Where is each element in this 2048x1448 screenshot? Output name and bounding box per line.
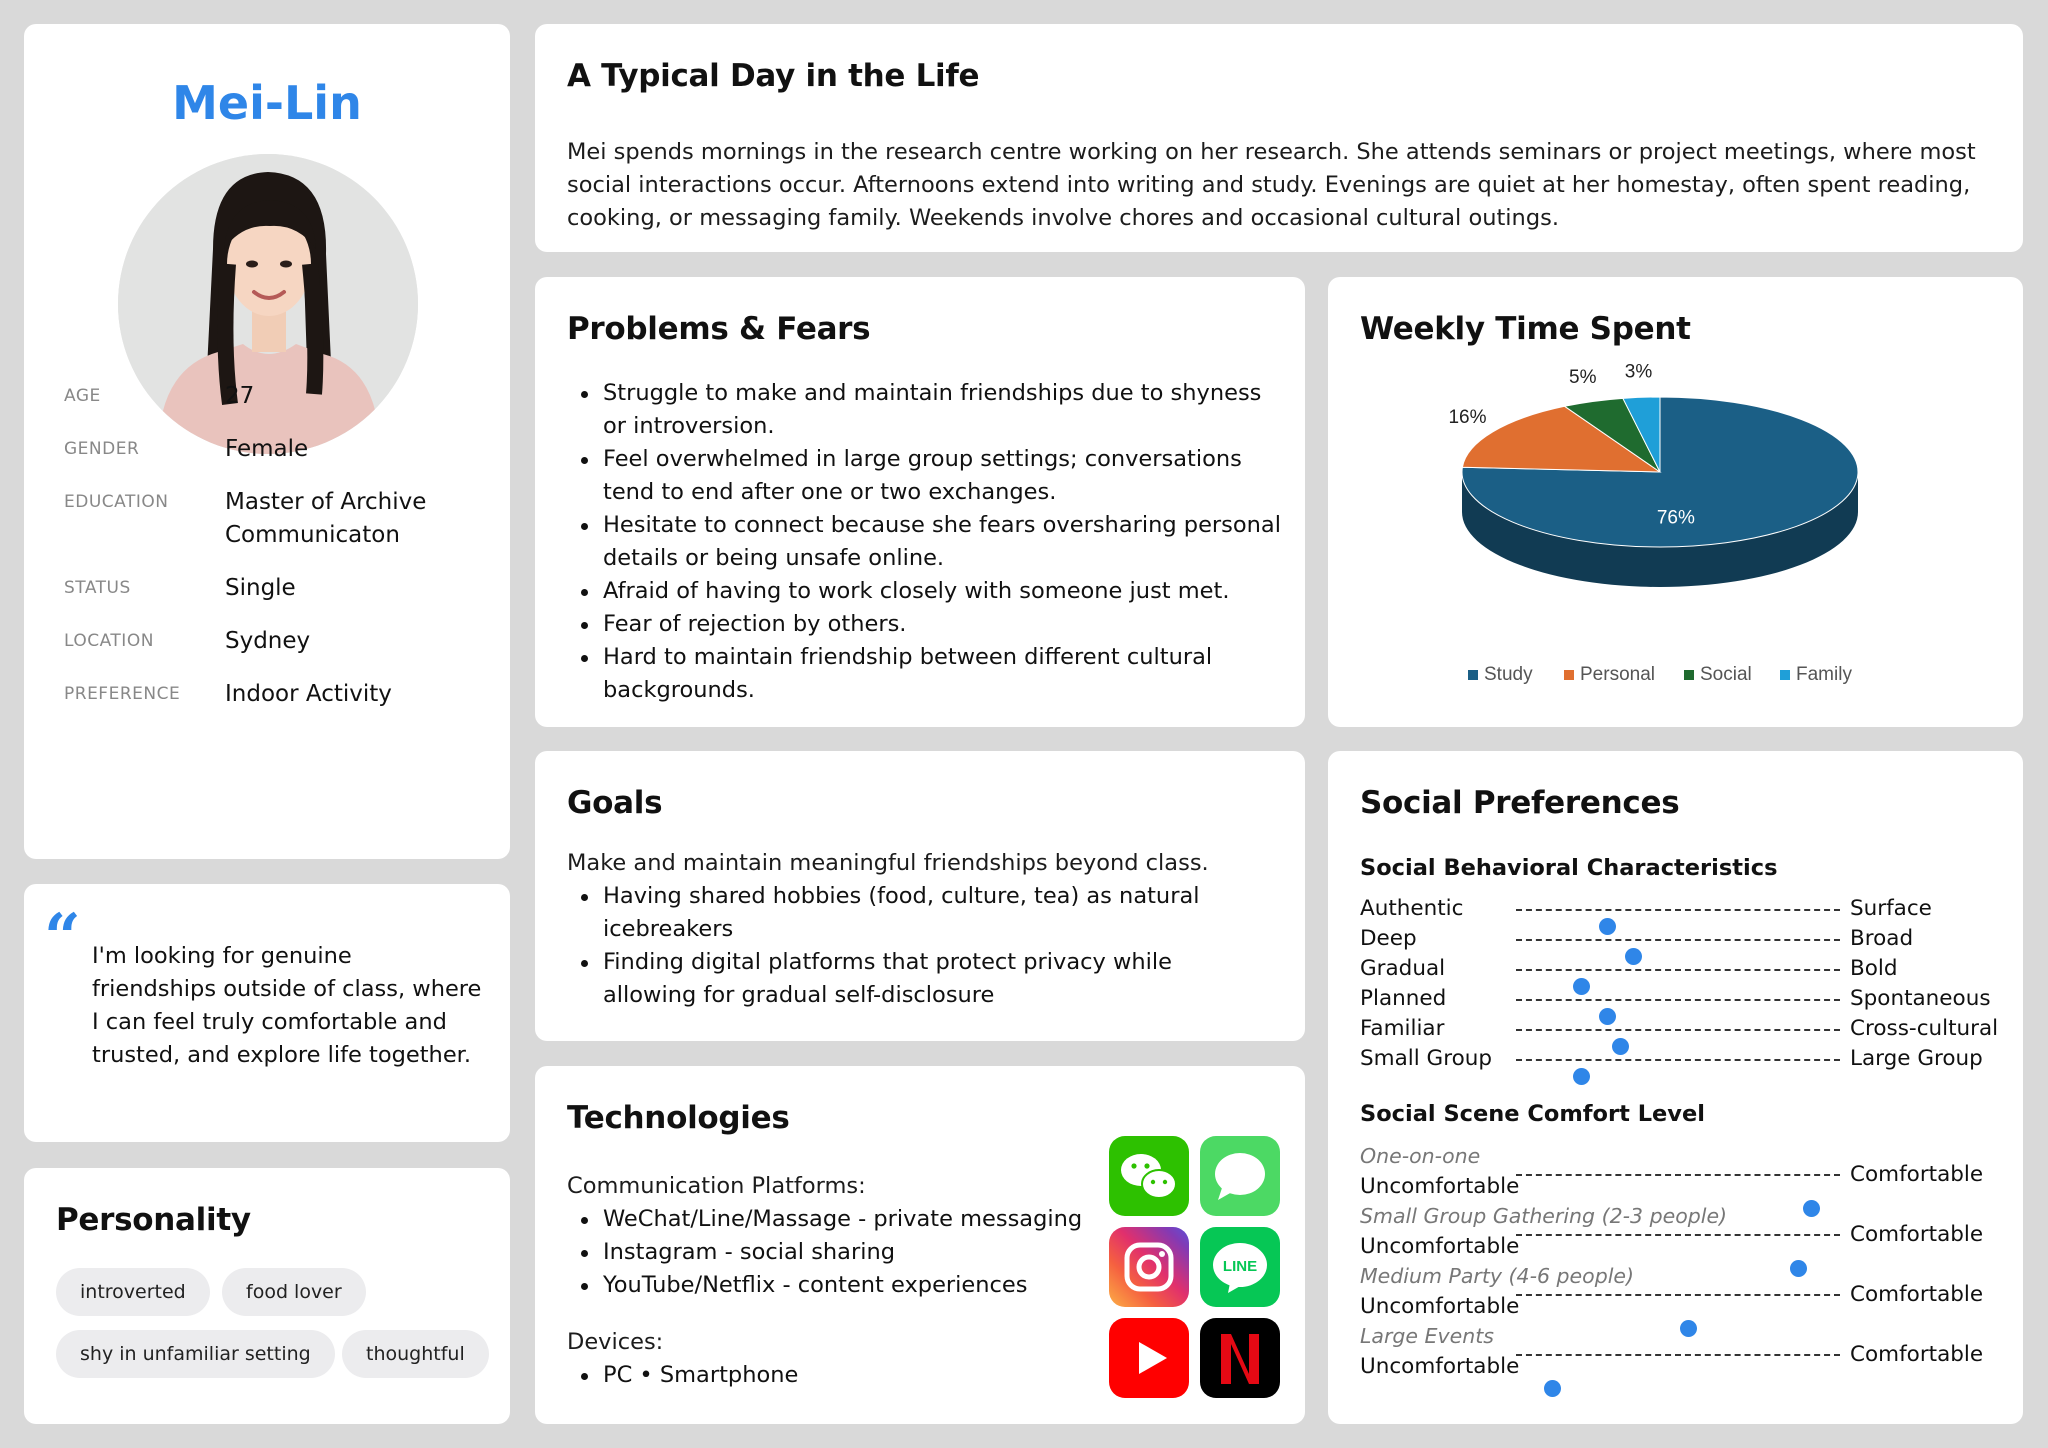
list-item: Having shared hobbies (food, culture, tea) as natural icebreakers [567, 880, 1267, 946]
slider-left-label: Familiar [1360, 1016, 1445, 1041]
slider-track [1516, 1354, 1840, 1356]
comfort-slider-row [1360, 1202, 2000, 1262]
slider-track [1516, 1234, 1840, 1236]
problems-card [535, 277, 1305, 727]
typical-day-text: Mei spends mornings in the research centre working on her research. She attends seminars or project meetings, where most social interactions occur. Afternoons extend into writing and study. Evenings are quiet at her homestay, often spent reading, cooking, or messaging family. Weekends involve chores and occasional cultural outings. [567, 139, 1976, 231]
list-item: Fear of rejection by others. [567, 608, 1287, 641]
netflix-icon [1200, 1318, 1280, 1398]
list-item: WeChat/Line/Massage - private messaging [567, 1203, 1127, 1236]
weekly-time-pie-chart [1328, 357, 2023, 727]
legend-label: Personal [1580, 664, 1655, 685]
behavior-slider-row [1360, 954, 2000, 984]
attr-value: Single [225, 575, 296, 601]
scene-label: Small Group Gathering (2-3 people) [1360, 1204, 1728, 1228]
social-preferences-card [1328, 751, 2023, 1424]
profile-card [24, 24, 510, 859]
slider-track [1516, 1294, 1840, 1296]
messages-icon [1200, 1136, 1280, 1216]
social-preferences-title: Social Preferences [1360, 785, 1680, 821]
youtube-icon [1109, 1318, 1189, 1398]
legend-swatch [1684, 670, 1694, 680]
platforms-label: Communication Platforms: [567, 1173, 866, 1199]
attr-value: Female [225, 436, 309, 462]
behavior-slider-row [1360, 1044, 2000, 1074]
list-item: Struggle to make and maintain friendships due to shyness or introversion. [567, 377, 1287, 443]
personality-tag: thoughtful [342, 1330, 489, 1378]
slider-right-label: Large Group [1850, 1046, 1983, 1071]
legend-swatch [1468, 670, 1478, 680]
goals-title: Goals [567, 785, 663, 821]
slider-right-label: Spontaneous [1850, 986, 1991, 1011]
legend-item-personal [1564, 664, 1655, 685]
list-item: Instagram - social sharing [567, 1236, 1127, 1269]
attr-value: Indoor Activity [225, 681, 392, 707]
personality-tag: introverted [56, 1268, 210, 1316]
technologies-card [535, 1066, 1305, 1424]
slider-track [1516, 939, 1840, 941]
goals-intro: Make and maintain meaningful friendships beyond class. [567, 850, 1209, 876]
line-icon-text: LINE [1222, 1258, 1258, 1275]
legend-swatch [1564, 670, 1574, 680]
devices-label: Devices: [567, 1329, 664, 1355]
attr-label: GENDER [64, 439, 140, 459]
slider-left-label: Uncomfortable [1360, 1294, 1520, 1319]
legend-label: Family [1796, 664, 1852, 685]
slider-right-label: Comfortable [1850, 1222, 1984, 1247]
quote-mark-icon: “ [44, 900, 81, 975]
attr-label: STATUS [64, 578, 131, 598]
behavior-slider-row [1360, 894, 2000, 924]
quote-card [24, 884, 510, 1142]
attr-value: Master of Archive Communicaton [225, 489, 427, 548]
pie-data-label: 5% [1569, 366, 1597, 388]
comfort-subtitle: Social Scene Comfort Level [1360, 1101, 1705, 1127]
slider-right-label: Bold [1850, 956, 1898, 981]
list-item: Hesitate to connect because she fears oversharing personal details or being unsafe online. [567, 509, 1287, 575]
behavior-slider-row [1360, 984, 2000, 1014]
weekly-time-title: Weekly Time Spent [1360, 311, 1691, 347]
list-item: Finding digital platforms that protect privacy while allowing for gradual self-disclosure [567, 946, 1267, 1012]
slider-track [1516, 969, 1840, 971]
scene-label: Large Events [1360, 1324, 1494, 1348]
pie-data-label: 16% [1448, 406, 1487, 428]
slider-right-label: Cross-cultural [1850, 1016, 1999, 1041]
legend-label: Study [1484, 664, 1533, 685]
slider-left-label: Small Group [1360, 1046, 1493, 1071]
quote-text: I'm looking for genuine friendships outside of class, where I can feel truly comfortable and trusted, and explore life together. [92, 943, 482, 1068]
slider-dot [1573, 1068, 1590, 1085]
weekly-time-card [1328, 277, 2023, 727]
slider-left-label: Uncomfortable [1360, 1354, 1520, 1379]
instagram-icon [1109, 1227, 1189, 1307]
attr-label: EDUCATION [64, 492, 169, 512]
legend-item-study [1468, 664, 1533, 685]
legend-label: Social [1700, 664, 1752, 685]
typical-day-title: A Typical Day in the Life [567, 58, 980, 94]
list-item: Afraid of having to work closely with someone just met. [567, 575, 1287, 608]
platforms-list [567, 1203, 1127, 1302]
persona-name: Mei-Lin [172, 76, 362, 130]
list-item: Hard to maintain friendship between different cultural backgrounds. [567, 641, 1287, 707]
slider-left-label: Gradual [1360, 956, 1446, 981]
personality-tag: food lover [222, 1268, 366, 1316]
slider-left-label: Planned [1360, 986, 1447, 1011]
slider-dot [1544, 1380, 1561, 1397]
slider-left-label: Uncomfortable [1360, 1174, 1520, 1199]
problems-list [567, 377, 1287, 707]
slider-right-label: Comfortable [1850, 1282, 1984, 1307]
slider-right-label: Comfortable [1850, 1162, 1984, 1187]
attr-label: PREFERENCE [64, 684, 181, 704]
comfort-slider-row [1360, 1262, 2000, 1322]
behavior-slider-row [1360, 1014, 2000, 1044]
problems-title: Problems & Fears [567, 311, 871, 347]
behavior-slider-row [1360, 924, 2000, 954]
goals-list [567, 880, 1267, 1012]
slider-track [1516, 1174, 1840, 1176]
legend-item-family [1780, 664, 1852, 685]
slider-right-label: Surface [1850, 896, 1932, 921]
list-item: Feel overwhelmed in large group settings; conversations tend to end after one or two exchanges. [567, 443, 1287, 509]
slider-left-label: Authentic [1360, 896, 1464, 921]
attr-value: Sydney [225, 628, 311, 654]
slider-track [1516, 1059, 1840, 1061]
slider-left-label: Deep [1360, 926, 1417, 951]
personality-tag: shy in unfamiliar setting [56, 1330, 335, 1378]
personality-card [24, 1168, 510, 1424]
pie-data-label: 76% [1656, 507, 1695, 529]
legend-item-social [1684, 664, 1752, 685]
comfort-slider-row [1360, 1142, 2000, 1202]
scene-label: Medium Party (4-6 people) [1360, 1264, 1635, 1288]
behavior-subtitle: Social Behavioral Characteristics [1360, 855, 1778, 881]
slider-track [1516, 1029, 1840, 1031]
slider-right-label: Broad [1850, 926, 1914, 951]
comfort-slider-row [1360, 1322, 2000, 1382]
technologies-title: Technologies [567, 1100, 790, 1136]
line-icon [1200, 1227, 1280, 1307]
scene-label: One-on-one [1360, 1144, 1481, 1168]
slider-left-label: Uncomfortable [1360, 1234, 1520, 1259]
personality-title: Personality [56, 1202, 251, 1238]
list-item: YouTube/Netflix - content experiences [567, 1269, 1127, 1302]
slider-track [1516, 909, 1840, 911]
goals-card [535, 751, 1305, 1041]
list-item: PC • Smartphone [567, 1359, 798, 1392]
pie-data-label: 3% [1624, 361, 1653, 383]
slider-right-label: Comfortable [1850, 1342, 1984, 1367]
legend-swatch [1780, 670, 1790, 680]
typical-day-card [535, 24, 2023, 252]
slider-track [1516, 999, 1840, 1001]
attr-label: AGE [64, 386, 101, 406]
wechat-icon [1109, 1136, 1189, 1216]
devices-list [567, 1359, 798, 1392]
attr-value: 27 [225, 383, 255, 409]
attr-label: LOCATION [64, 631, 154, 651]
